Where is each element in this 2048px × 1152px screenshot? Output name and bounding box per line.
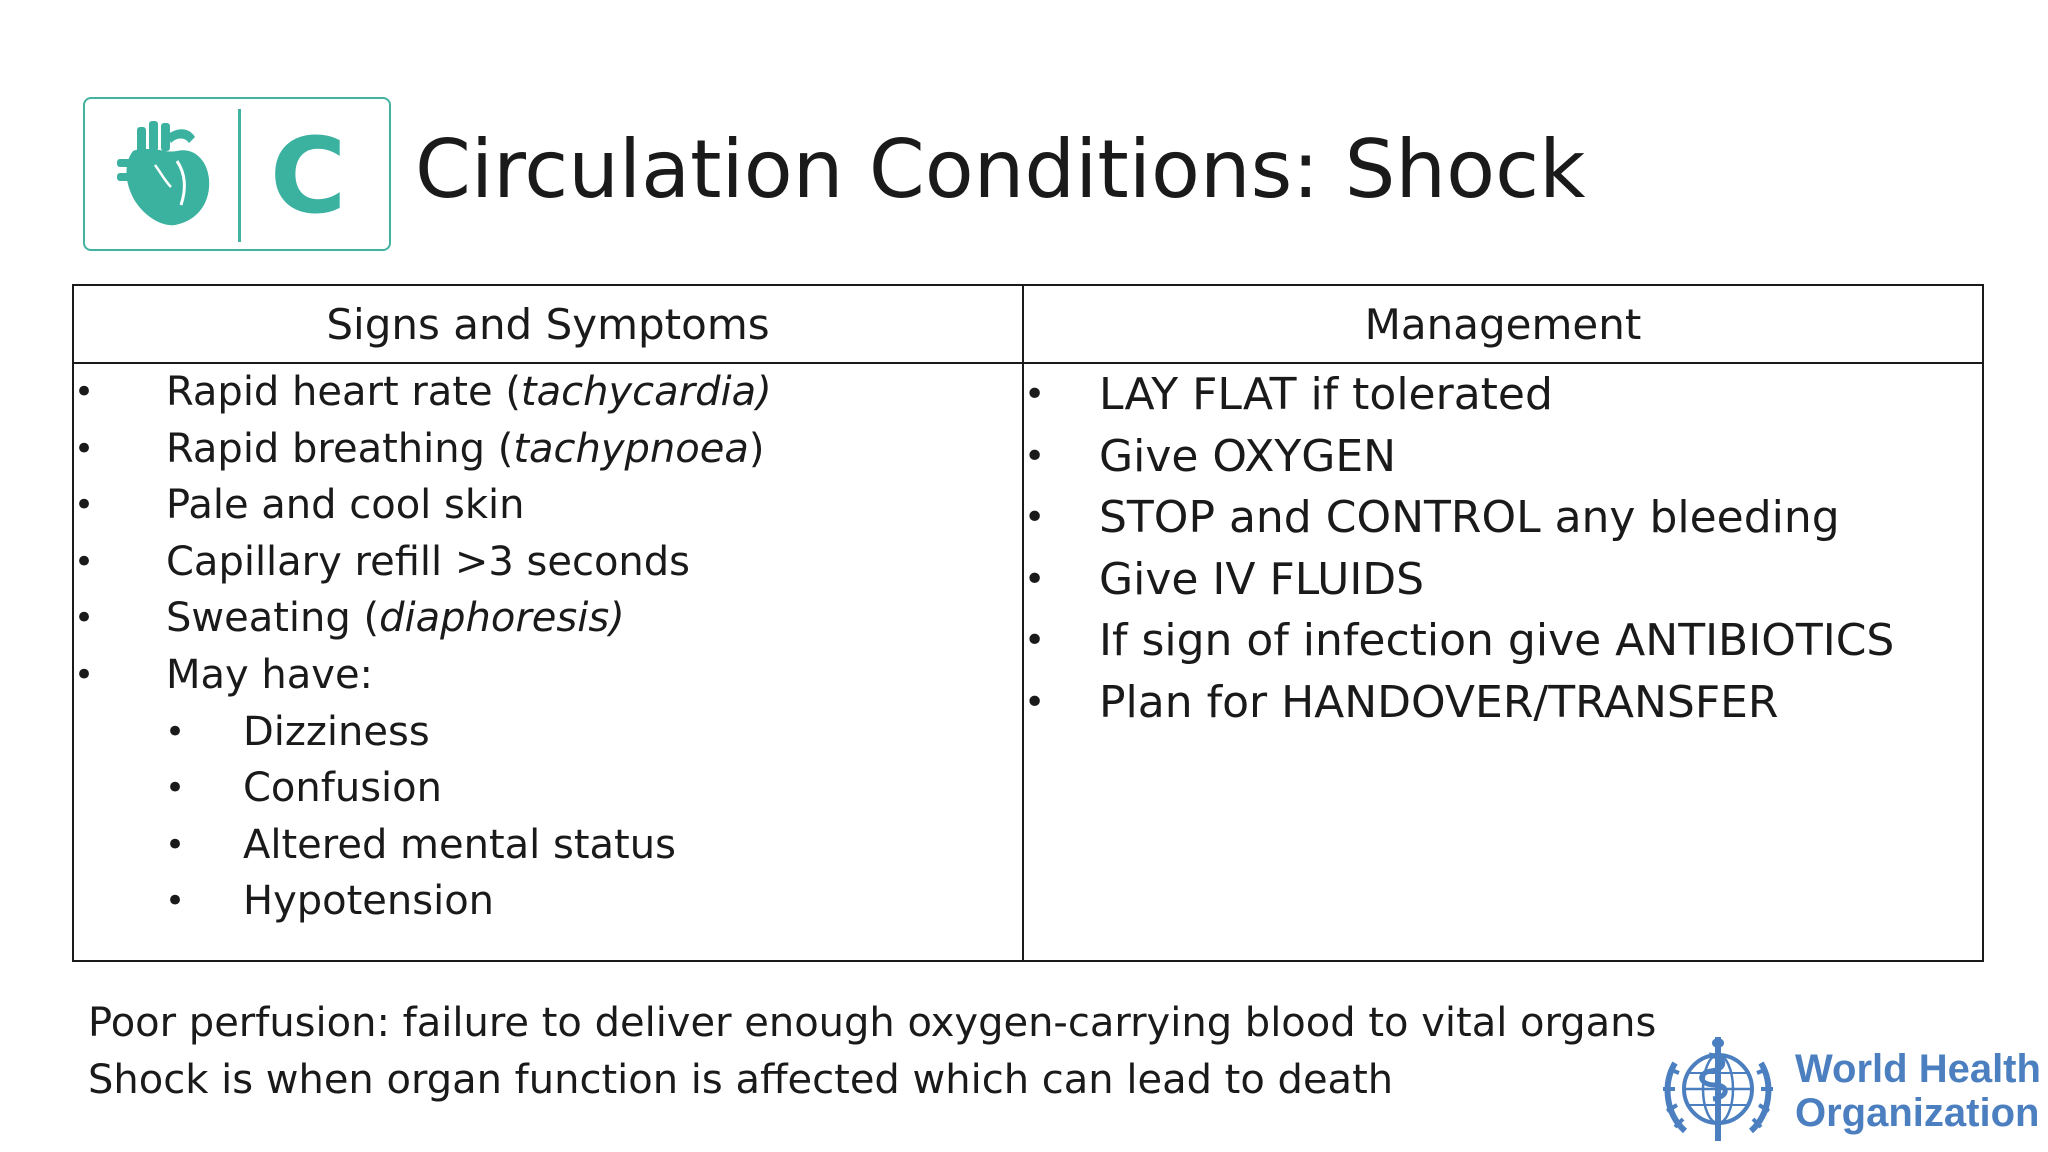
bullet-icon: • — [1024, 497, 1046, 538]
management-list — [1024, 364, 1982, 733]
heart-icon — [115, 121, 213, 229]
bullet-icon: • — [74, 372, 95, 412]
bullet-icon: • — [165, 768, 186, 809]
bullet-icon: • — [74, 428, 95, 469]
list-item: • Rapid heart rate (tachycardia) — [74, 364, 1022, 421]
table-header-row — [73, 285, 1983, 363]
footer-line: Shock is when organ function is affected which can lead to death — [88, 1057, 1394, 1103]
list-item: • Pale and cool skin — [74, 477, 1022, 534]
bullet-icon: • — [1024, 374, 1046, 415]
bullet-icon: • — [74, 485, 95, 526]
bullet-icon: • — [1024, 620, 1046, 661]
sub-list-item: • Confusion — [74, 760, 1022, 817]
list-item: • May have: — [74, 647, 1022, 704]
management-header: Management — [1023, 285, 1983, 363]
list-item: • Give OXYGEN — [1024, 426, 1982, 488]
bullet-icon: • — [74, 541, 95, 582]
section-badge — [83, 97, 391, 251]
who-name: World Health Organization — [1795, 1047, 2041, 1135]
sub-list-item: • Altered mental status — [74, 817, 1022, 874]
bullet-icon: • — [165, 881, 186, 922]
list-item: • Rapid breathing (tachypnoea) — [74, 421, 1022, 478]
bullet-icon: • — [1024, 681, 1046, 723]
who-logo — [1655, 1033, 2041, 1148]
badge-letter: C — [270, 115, 347, 237]
list-item: • If sign of infection give ANTIBIOTICS — [1024, 610, 1982, 672]
list-item: • STOP and CONTROL any bleeding — [1024, 487, 1982, 549]
table-row — [73, 363, 1983, 961]
bullet-icon: • — [165, 711, 186, 752]
management-cell — [1023, 363, 1983, 961]
footer-line: Poor perfusion: failure to deliver enough oxygen-carrying blood to vital organs — [88, 1000, 1657, 1046]
shock-table — [72, 284, 1984, 962]
bullet-icon: • — [1024, 558, 1046, 600]
sub-list-item: • Dizziness — [74, 704, 1022, 761]
signs-cell — [73, 363, 1023, 961]
list-item: • Plan for HANDOVER/TRANSFER — [1024, 672, 1982, 734]
signs-list — [74, 364, 1022, 930]
bullet-icon: • — [1024, 435, 1046, 477]
badge-divider — [238, 109, 241, 242]
list-item: • LAY FLAT if tolerated — [1024, 364, 1982, 426]
list-item: • Sweating (diaphoresis) — [74, 590, 1022, 647]
footer-notes — [88, 995, 1656, 1109]
bullet-icon: • — [165, 824, 186, 865]
sub-list-item: • Hypotension — [74, 873, 1022, 930]
bullet-icon: • — [74, 598, 95, 639]
page-title: Circulation Conditions: Shock — [415, 123, 1586, 216]
signs-header: Signs and Symptoms — [73, 285, 1023, 363]
list-item: • Capillary refill >3 seconds — [74, 534, 1022, 591]
bullet-icon: • — [74, 654, 95, 695]
who-emblem-icon — [1655, 1033, 1781, 1148]
list-item: • Give IV FLUIDS — [1024, 549, 1982, 611]
